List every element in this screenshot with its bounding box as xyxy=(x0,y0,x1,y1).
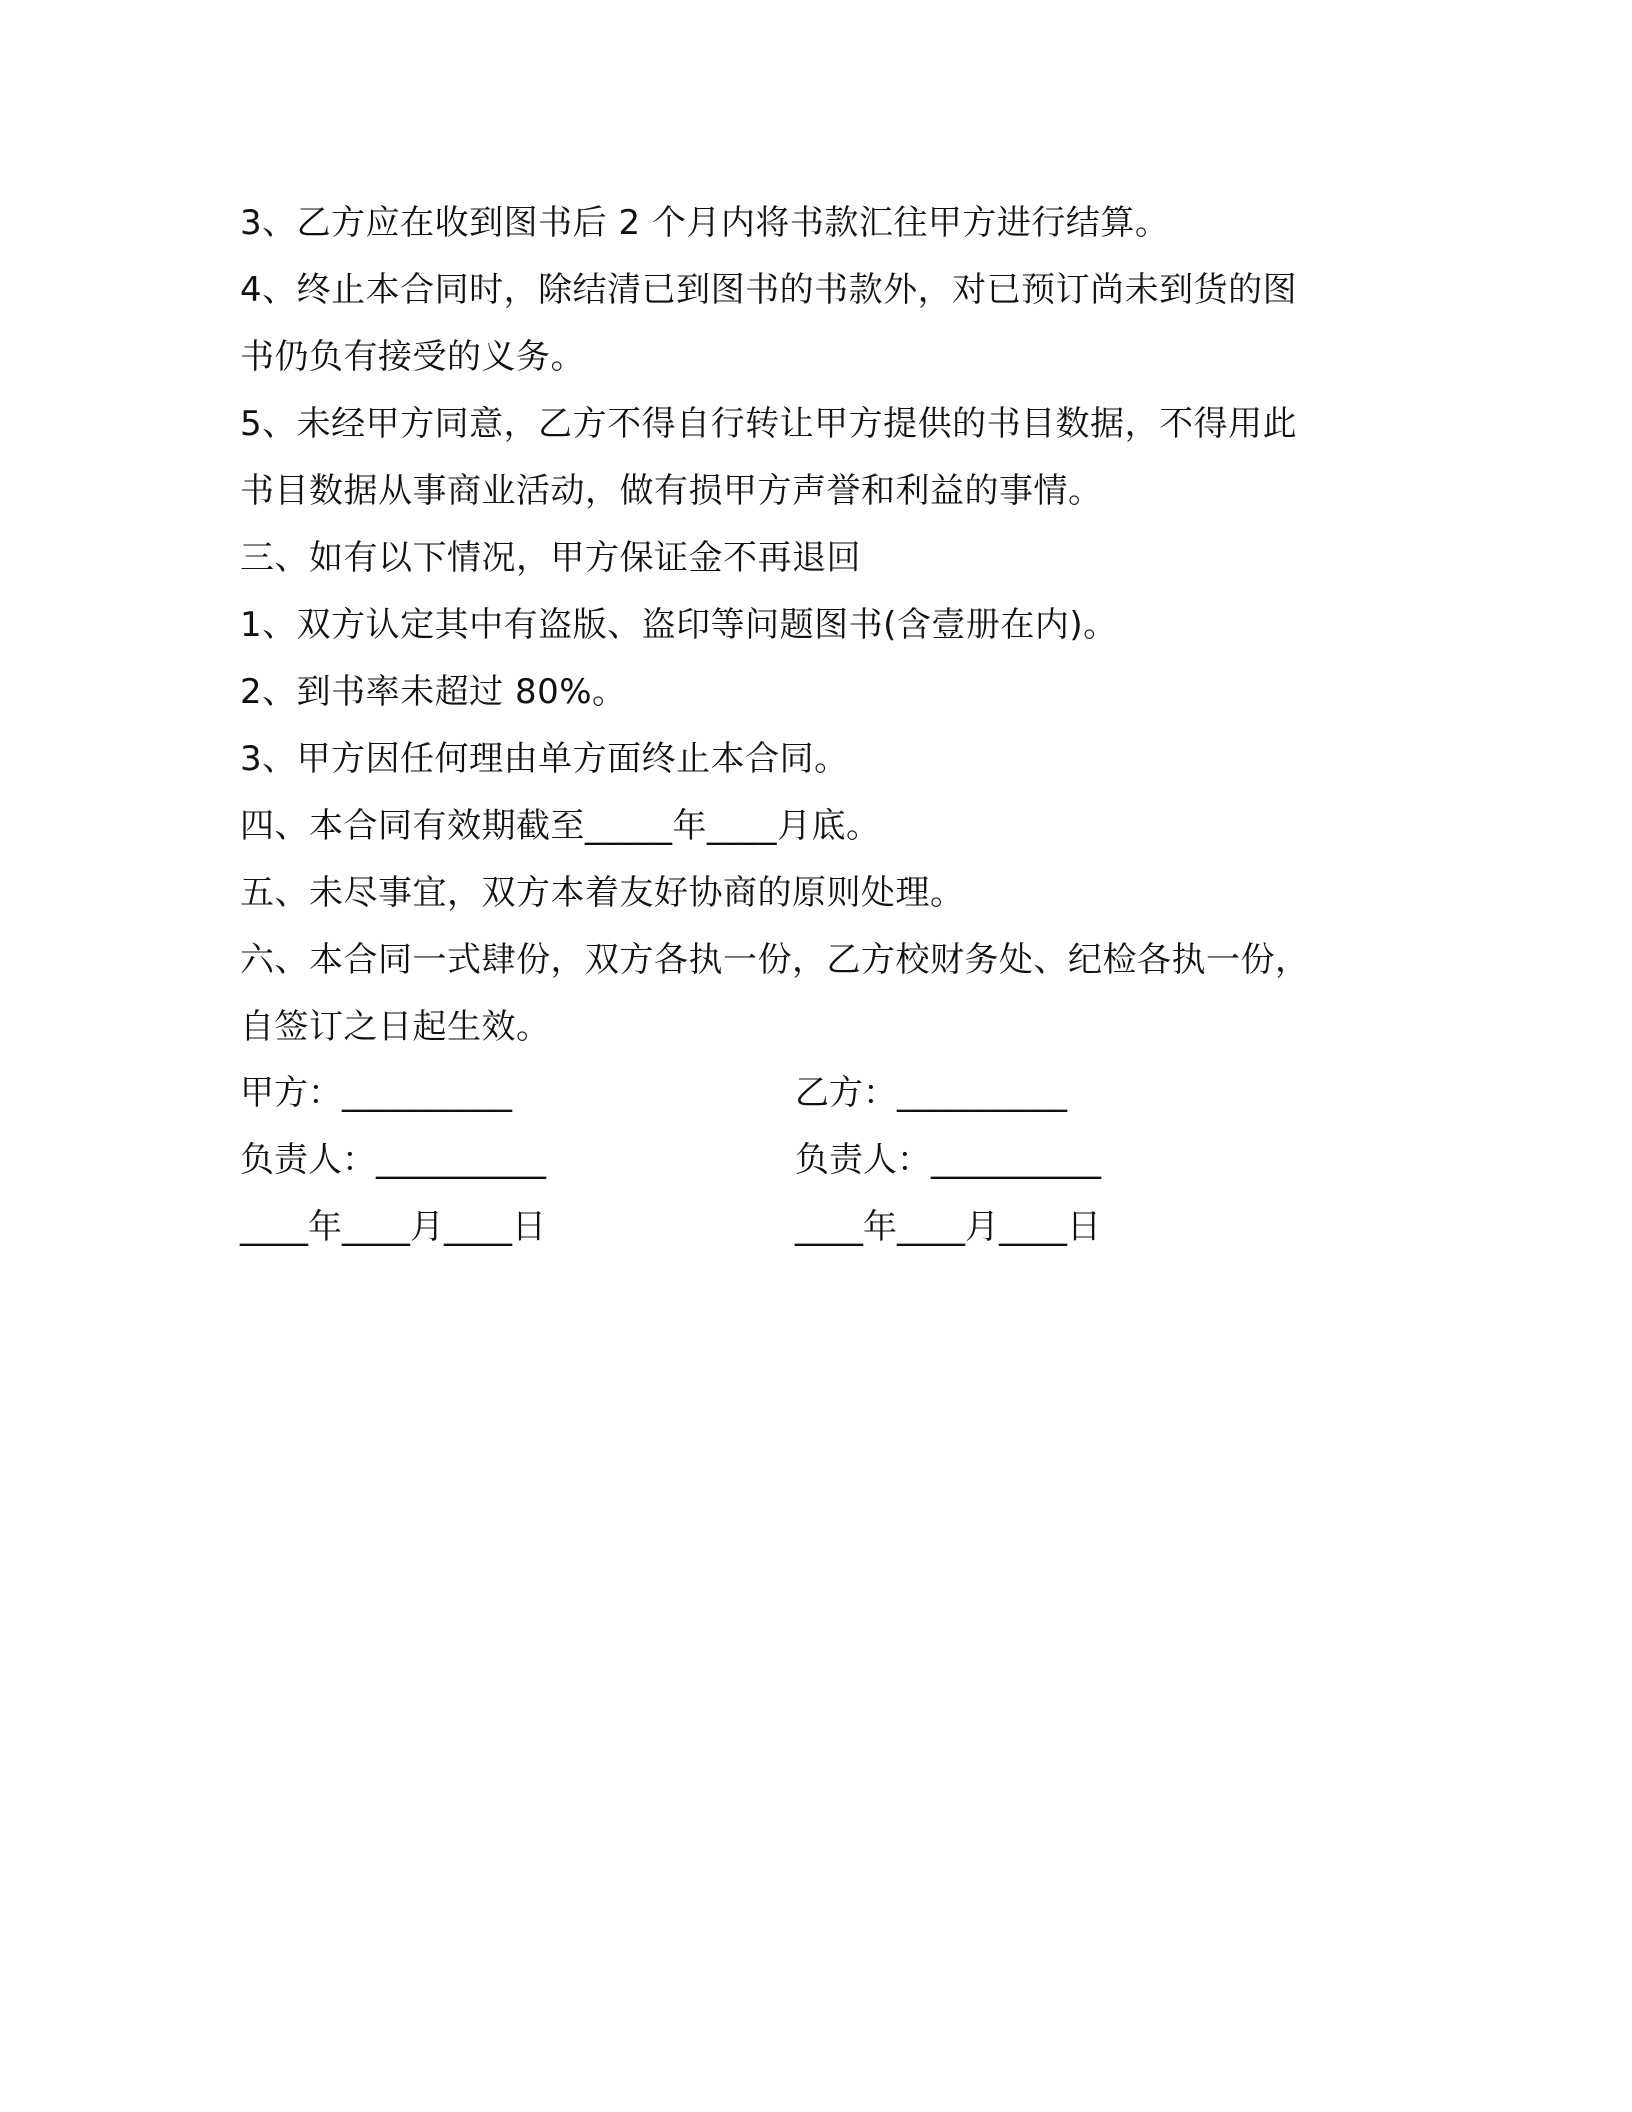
signature-row-date xyxy=(240,1194,1390,1261)
party-a-responsible-person: 负责人：__________ xyxy=(240,1140,546,1180)
contract-body xyxy=(240,190,1390,1061)
clause-4-termination-cont: 书仍负有接受的义务。 xyxy=(240,337,585,377)
clause-5-data-use-cont: 书目数据从事商业活动，做有损甲方声誉和利益的事情。 xyxy=(240,471,1103,511)
party-b-date: ____年____月____日 xyxy=(795,1207,1101,1247)
party-a-signature: 甲方：__________ xyxy=(240,1073,512,1113)
signature-row-party xyxy=(240,1060,1390,1127)
section-3-item-2: 2、到书率未超过 80%。 xyxy=(240,672,627,712)
party-b-responsible-person: 负责人：__________ xyxy=(795,1140,1101,1180)
clause-3-payment: 3、乙方应在收到图书后 2 个月内将书款汇往甲方进行结算。 xyxy=(240,203,1170,243)
section-3-heading: 三、如有以下情况，甲方保证金不再退回 xyxy=(240,538,861,578)
section-4-validity: 四、本合同有效期截至_____年____月底。 xyxy=(240,806,881,846)
clause-4-termination: 4、终止本合同时，除结清已到图书的书款外，对已预订尚未到货的图 xyxy=(240,270,1298,310)
party-b-signature: 乙方：__________ xyxy=(795,1073,1067,1113)
signature-block xyxy=(240,1060,1390,1261)
signature-row-person xyxy=(240,1127,1390,1194)
clause-5-data-use: 5、未经甲方同意，乙方不得自行转让甲方提供的书目数据，不得用此 xyxy=(240,404,1298,444)
section-5-misc: 五、未尽事宜，双方本着友好协商的原则处理。 xyxy=(240,873,965,913)
section-6-copies: 六、本合同一式肆份，双方各执一份，乙方校财务处、纪检各执一份， xyxy=(240,940,1310,980)
section-6-copies-cont: 自签订之日起生效。 xyxy=(240,1007,551,1047)
section-3-item-3: 3、甲方因任何理由单方面终止本合同。 xyxy=(240,739,849,779)
party-a-date: ____年____月____日 xyxy=(240,1207,546,1247)
section-3-item-1: 1、双方认定其中有盗版、盗印等问题图书(含壹册在内)。 xyxy=(240,605,1118,645)
